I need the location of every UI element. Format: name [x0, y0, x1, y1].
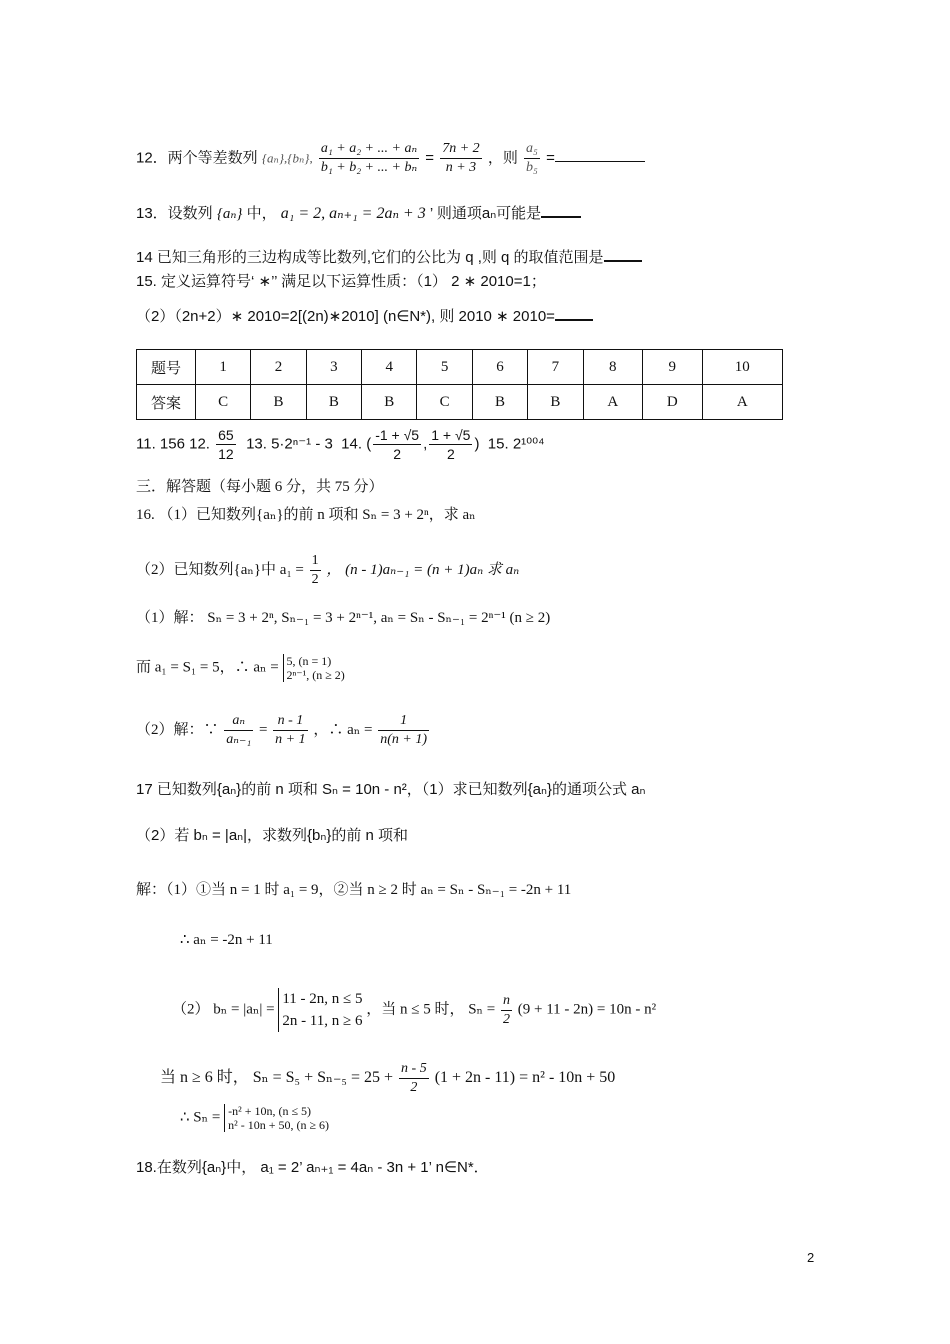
- q16-s2-f1-den: aₙ₋₁: [226, 732, 252, 747]
- row-label-question-number: 题号: [137, 350, 196, 385]
- table-cell: 3: [306, 350, 361, 385]
- answer-11: 11. 156: [136, 435, 185, 453]
- q16-s2-f3-num: 1: [378, 712, 429, 731]
- fill-in-answers: 11. 156 12. $\frac{65}{12}$ 13. 5·2ⁿ⁻¹ - 3 14. ( $\frac{-1 + √5}{2}$ , $\frac{1 + √5}{2}$ ) 15. 2¹⁰⁰⁴: [136, 427, 545, 462]
- q14-text: 14 已知三角形的三边构成等比数列,它们的公比为 q ,则 q 的取值范围是: [136, 249, 604, 266]
- q14-answer-blank: [604, 260, 642, 262]
- q16-s2-b: ，∴ aₙ =: [313, 721, 373, 738]
- q17-s4-a: ∴ Sₙ =: [180, 1109, 221, 1126]
- q16-s2-f1-num: aₙ: [224, 712, 253, 731]
- table-cell: 8: [583, 350, 643, 385]
- q17-s4-cases: [224, 1104, 329, 1132]
- section-3-heading: 三．解答题（每小题 6 分，共 75 分）: [136, 479, 384, 495]
- question-18: 18.在数列{aₙ}中， a₁ = 2’ aₙ₊₁ = 4aₙ - 3n + 1’ n∈N*．: [136, 1159, 489, 1176]
- q17-case-2: 2n - 11, n ≥ 6: [282, 1013, 363, 1029]
- question-15-line1: [136, 272, 546, 292]
- question-13: [136, 204, 581, 224]
- q16-s1b-cases: [283, 654, 345, 682]
- q17-s2-c: (9 + 11 - 2n) = 10n - n²: [517, 1001, 657, 1018]
- table-cell: 4: [362, 350, 417, 385]
- answer-12-label: 12.: [189, 435, 210, 453]
- q13-mid: 中，: [246, 205, 277, 222]
- q16-part1: 16. （1）已知数列{aₙ}的前 n 项和 Sₙ = 3 + 2ⁿ，求 aₙ: [136, 507, 476, 523]
- q16-s2-fraction-3: [378, 712, 429, 749]
- q16-p2-b: ， (n - 1)aₙ₋₁ = (n + 1)aₙ 求 aₙ: [326, 561, 520, 578]
- q17-s2-den: 2: [503, 1011, 511, 1027]
- table-cell: B: [306, 385, 361, 420]
- q15-line1: 15. 定义运算符号‘ ∗’’ 满足以下运算性质：（1） 2 ∗ 2010=1；: [136, 273, 546, 290]
- table-cell: 1: [196, 350, 251, 385]
- answer-12-fraction: [216, 426, 236, 463]
- q17-s2-num: n: [501, 992, 512, 1011]
- q16-part2: [136, 552, 519, 589]
- table-cell: 2: [251, 350, 306, 385]
- q16-p2-fraction: [310, 552, 321, 589]
- table-cell: D: [643, 385, 703, 420]
- table-cell: 5: [417, 350, 472, 385]
- q16-s2-eq: =: [258, 721, 268, 738]
- q17-s2-a: （2） bₙ = |aₙ| =: [172, 1001, 275, 1018]
- q17-s4-case-1: -n² + 10n, (n ≤ 5): [228, 1104, 312, 1118]
- answer-12-num: 65: [218, 427, 234, 443]
- table-row-numbers: [137, 350, 783, 385]
- answer-13: 13. 5·2ⁿ⁻¹ - 3: [246, 435, 333, 453]
- q17-part1: 17 已知数列{aₙ}的前 n 项和 Sₙ = 10n - n²，（1）求已知数列{aₙ}的通项公式 aₙ: [136, 781, 646, 798]
- q12-mid: ，则: [487, 149, 518, 167]
- row-label-answer: 答案: [137, 385, 196, 420]
- q17-solution-1b: ∴ aₙ = -2n + 11: [180, 932, 273, 948]
- q17-s3-b: (1 + 2n - 11) = n² - 10n + 50: [434, 1069, 616, 1087]
- table-cell: C: [417, 385, 472, 420]
- table-row-answers: [137, 385, 783, 420]
- q13-condition: a₁ = 2, aₙ₊₁ = 2aₙ + 3: [280, 205, 426, 222]
- q16-s2-f2-num: n - 1: [273, 712, 307, 731]
- q17-s2-cases: [278, 988, 362, 1032]
- q12-seqs: {aₙ},{bₙ},: [261, 150, 313, 166]
- q15-answer-blank: [555, 319, 593, 321]
- table-cell: 10: [702, 350, 782, 385]
- q16-case-1: 5, (n = 1): [286, 654, 332, 668]
- q15-line2: （2）（2n+2）∗ 2010=2[(2n)∗2010] (n∈N*), 则 2010 ∗ 2010=: [136, 308, 555, 325]
- q16-s1b-a: 而 a₁ = S₁ = 5，∴ aₙ =: [136, 659, 279, 676]
- q17-s4-case-2: n² - 10n + 50, (n ≥ 6): [228, 1118, 330, 1132]
- q16-s2-f2-den: n + 1: [275, 732, 306, 747]
- q17-s3-num: n - 5: [399, 1060, 429, 1079]
- q17-solution-1: 解：（1）①当 n = 1 时 a₁ = 9，②当 n ≥ 2 时 aₙ = Sₙ - Sₙ₋₁ = -2n + 11: [136, 882, 572, 898]
- table-cell: B: [251, 385, 306, 420]
- table-cell: A: [702, 385, 782, 420]
- q12-rhs-den: n + 3: [445, 160, 477, 175]
- q17-part2: （2）若 bₙ = |aₙ|，求数列{bₙ}的前 n 项和: [136, 827, 409, 844]
- answer-14-open: 14. (: [341, 435, 372, 453]
- answer-14-f1-den: 2: [393, 446, 402, 462]
- q13-tail: ’ 则通项aₙ可能是: [429, 205, 542, 222]
- q17-s3-fraction: [399, 1060, 429, 1097]
- q17-solution-4: [180, 1104, 329, 1132]
- page-number: 2: [807, 1250, 815, 1265]
- q16-solution-2: [136, 712, 431, 749]
- table-cell: 7: [528, 350, 583, 385]
- q17-case-1: 11 - 2n, n ≤ 5: [282, 991, 363, 1007]
- q12-rhs-num: 7n + 2: [440, 140, 481, 159]
- q12-prefix: 12．两个等差数列: [136, 149, 258, 167]
- q17-s3-a: 当 n ≥ 6 时， Sₙ = S₅ + Sₙ₋₅ = 25 +: [160, 1069, 394, 1087]
- answer-table: [136, 349, 783, 420]
- question-12: 12．两个等差数列 {aₙ},{bₙ}, $\frac{\text{a₁ + a₂ + ... + aₙ}}{\text{b₁ + b₂ + ... + bₙ}}$ = $\frac{7n + 2}{n + 3}$ ，则 $\frac{\text{a₅}}{\text{b₅}}$ =: [136, 140, 645, 177]
- answer-14-f1-num: -1 + √5: [375, 427, 420, 443]
- q16-p2-a: （2）已知数列{aₙ}中 a₁ =: [136, 561, 304, 578]
- table-cell: B: [528, 385, 583, 420]
- q12-lhs-num: a₁ + a₂ + ... + aₙ: [319, 140, 419, 159]
- table-cell: 9: [643, 350, 703, 385]
- q16-s2-fraction-2: [273, 712, 307, 749]
- answer-14-f2-num: 1 + √5: [431, 427, 471, 443]
- q17-s2-b: ，当 n ≤ 5 时， Sₙ =: [366, 1001, 496, 1018]
- answer-12-den: 12: [218, 446, 234, 462]
- q17-solution-2: [172, 988, 656, 1032]
- q12-ask-fraction: [524, 140, 540, 177]
- q12-lhs-den: b₁ + b₂ + ... + bₙ: [320, 160, 418, 175]
- answer-14-f2-den: 2: [446, 446, 455, 462]
- q12-ask-num: a₅: [524, 140, 540, 159]
- answer-14-fraction-2: [429, 426, 472, 463]
- table-cell: 6: [472, 350, 527, 385]
- q16-s2-fraction-1: [224, 712, 253, 749]
- q16-p2-num: 1: [310, 552, 321, 571]
- q16-solution-1b: [136, 654, 345, 682]
- question-14: [136, 248, 642, 268]
- q12-rhs-fraction: [440, 140, 481, 177]
- q13-seq: {aₙ}: [216, 206, 243, 222]
- q12-lhs-fraction: [319, 140, 419, 177]
- answer-14-close: ): [474, 435, 480, 453]
- answer-14-fraction-1: [373, 426, 421, 463]
- q13-prefix: 13．设数列: [136, 205, 213, 222]
- q16-s2-f3-den: n(n + 1): [380, 732, 428, 747]
- q12-answer-blank: [555, 161, 645, 162]
- q13-answer-blank: [541, 216, 581, 218]
- q16-case-2: 2ⁿ⁻¹, (n ≥ 2): [286, 668, 345, 682]
- table-cell: B: [362, 385, 417, 420]
- question-15-line2: [136, 307, 593, 327]
- table-cell: A: [583, 385, 643, 420]
- q16-p2-den: 2: [311, 572, 319, 587]
- q16-solution-1: （1）解： Sₙ = 3 + 2ⁿ, Sₙ₋₁ = 3 + 2ⁿ⁻¹, aₙ = Sₙ - Sₙ₋₁ = 2ⁿ⁻¹ (n ≥ 2): [136, 610, 551, 626]
- q12-eq: =: [546, 149, 555, 167]
- q17-s3-den: 2: [410, 1080, 418, 1095]
- q17-s2-fraction: [501, 992, 512, 1029]
- q17-solution-3: [160, 1060, 615, 1097]
- table-cell: B: [472, 385, 527, 420]
- q12-ask-den: b₅: [526, 160, 538, 175]
- answer-15: 15. 2¹⁰⁰⁴: [487, 435, 545, 453]
- table-cell: C: [196, 385, 251, 420]
- q16-s2-a: （2）解：∵: [136, 721, 219, 738]
